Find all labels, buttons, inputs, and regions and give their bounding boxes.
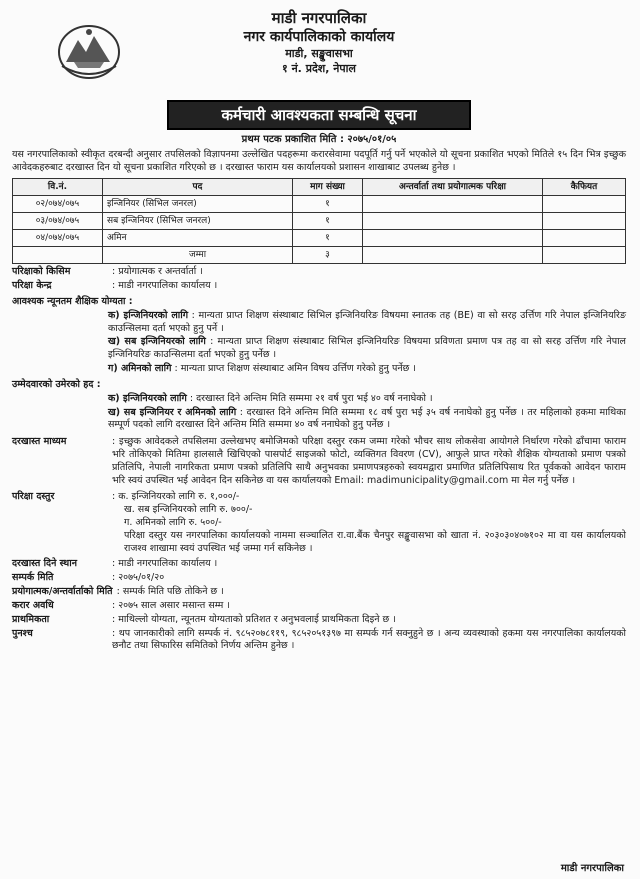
- cell-no: ०४/०७४/०७५: [13, 230, 103, 247]
- col-header-remarks: कैफियत: [543, 179, 626, 196]
- cell-count: १: [293, 196, 363, 213]
- exam-center: [12, 280, 626, 293]
- contract-period: [12, 600, 626, 613]
- cell-remarks: [543, 213, 626, 230]
- fee-label: परिक्षा दस्तुर: [12, 491, 55, 503]
- exam-type-label: परिक्षाको किसिम: [12, 266, 71, 278]
- contact-date-value: : २०७५/०१/२०: [112, 572, 165, 584]
- qualification-item: [12, 336, 626, 362]
- total-label: जम्मा: [103, 247, 293, 264]
- header: [12, 8, 626, 100]
- exam-type: [12, 266, 626, 279]
- contact-date-label: सम्पर्क मिति: [12, 572, 54, 584]
- item-text: : मान्यता प्राप्त शिक्षण संस्थाबाट अमिन विषय उर्त्तिण गरेको हुनु पर्नेछ ।: [174, 363, 416, 375]
- priority-value: : माथिल्लो योग्यता, न्यूनतम योग्यताको प्रतिशत र अनुभवलाई प्राथमिकता दिइने छ ।: [112, 613, 396, 625]
- qualification-item: [12, 363, 626, 376]
- interview-date-value: : सम्पर्क मिति पछि तोकिने छ ।: [116, 586, 224, 598]
- vacancy-table: [12, 178, 626, 264]
- cell-no: ०३/०७४/०७५: [13, 213, 103, 230]
- fee-details: [112, 491, 626, 555]
- cell-exam: [363, 230, 543, 247]
- cell-exam: [363, 196, 543, 213]
- cell-empty: [543, 247, 626, 264]
- submit-place-label: दरखास्त दिने स्थान: [12, 558, 77, 570]
- table-row: [13, 196, 626, 213]
- qualification-heading: आवश्यक न्यूनतम शैक्षिक योग्यता :: [12, 296, 133, 307]
- postscript: [12, 628, 626, 654]
- interview-date-label: प्रयोगात्मक/अन्तर्वार्ताको मिति: [12, 586, 113, 598]
- item-text: : दरखास्त दिने अन्तिम मिति सम्ममा १८ वर्ष पुरा भई ३५ वर्ष ननाघेको हुनु पर्नेछ । तर महिलाको हकमा माथिका सम्पूर्ण पदको लागि दरखास्त दिने अन्तिम मिति सम्ममा ४० वर्ष ननाघेको हुनु पर्नेछ ।: [108, 406, 626, 431]
- municipality-name: माडी नगरपालिका: [271, 9, 367, 27]
- cell-count: १: [293, 230, 363, 247]
- cell-no: ०२/०७४/०७५: [13, 196, 103, 213]
- signature: माडी नगरपालिका: [560, 862, 624, 874]
- qualification-item: [12, 310, 626, 336]
- cell-remarks: [543, 230, 626, 247]
- cell-count: १: [293, 213, 363, 230]
- age-item: [12, 393, 626, 406]
- application-label: दरखास्त माध्यम: [12, 436, 67, 448]
- exam-center-value: : माडी नगरपालिका कार्यालय ।: [112, 280, 218, 292]
- contact-date: [12, 572, 626, 585]
- postscript-label: पुनश्च: [12, 627, 33, 639]
- cell-empty: [13, 247, 103, 264]
- item-head: ख) सब इन्जिनियर र अमिनको लागि: [108, 406, 237, 418]
- province: १ नं. प्रदेश, नेपाल: [282, 61, 356, 75]
- submit-place-value: : माडी नगरपालिका कार्यालय ।: [112, 558, 218, 570]
- contract-label: करार अवधि: [12, 599, 54, 611]
- col-header-no: वि.नं.: [13, 179, 103, 196]
- cell-post: सब इन्जिनियर (सिभिल जनरल): [103, 213, 293, 230]
- col-header-count: माग संख्या: [293, 179, 363, 196]
- item-text: : मान्यता प्राप्त शिक्षण संस्थाबाट सिभिल इन्जिनियरिङ विषयमा स्नातक तह (BE) वा सो सरह उर्त्तिण गरि नेपाल इन्जिनियरिङ काउन्सिलमा दर्ता भएको हुनु पर्ने ।: [108, 309, 626, 334]
- exam-center-label: परिक्षा केन्द्र: [12, 280, 52, 292]
- table-row: [13, 230, 626, 247]
- postscript-value: : थप जानकारीको लागि सम्पर्क नं. ९८५२०७८११९, ९८५२०५१३९७ मा सम्पर्क गर्न सक्नुहुने छ । अन्य व्यवस्थाको हकमा यस नगरपालिका कार्यालयको छनौट तथा सिफारिस समितिको निर्णय अन्तिम हुनेछ ।: [112, 627, 626, 652]
- fee-line: : क. इन्जिनियरको लागि रु. १,०००/-: [112, 491, 240, 503]
- item-head: क) इन्जिनियरको लागि: [108, 392, 187, 404]
- table-row: [13, 213, 626, 230]
- fee-line: ग. अमिनको लागि रु. ५००/-: [124, 517, 222, 528]
- office-location: माडी, सङ्खुवासभा: [285, 47, 353, 61]
- submit-place: [12, 558, 626, 571]
- fee-note: परिक्षा दस्तुर यस नगरपालिका कार्यालयको नाममा सञ्चालित रा.वा.बैंक चैनपुर सङ्खुवासभा को खाता नं. २०३०३०४०७१०२ मा वा यस कार्यालयको राजश्व शाखामा स्वयं उपस्थित भई जम्मा गर्न सकिनेछ ।: [124, 529, 626, 554]
- cell-empty: [363, 247, 543, 264]
- item-head: ग) अमिनको लागि: [108, 363, 172, 375]
- table-header-row: [13, 179, 626, 196]
- office-name: नगर कार्यपालिकाको कार्यालय: [243, 29, 395, 46]
- exam-type-value: : प्रयोगात्मक र अन्तर्वार्ता ।: [112, 266, 203, 278]
- age-heading: उम्मेदवारको उमेरको हद :: [12, 378, 101, 390]
- intro-paragraph: यस नगरपालिकाको स्वीकृत दरबन्दी अनुसार तपसिलको विज्ञापनमा उल्लेखित पदहरूमा करारसेवामा पदपूर्ति गर्नु पर्ने भएकोले यो सूचना प्रकाशित भएको मितिले १५ दिन भित्र इच्छुक आवेदकहरुबाट दरखास्त दिन यो सूचना प्रकाशित गरिएको छ । दरखास्त फाराम यस कार्यालयको प्रशासन शाखाबाट उपलब्ध हुनेछ ।: [12, 148, 626, 173]
- item-head: क) इन्जिनियरको लागि: [108, 309, 189, 321]
- notice-title: कर्मचारी आवश्यकता सम्बन्धि सूचना: [167, 100, 471, 130]
- cell-post: इन्जिनियर (सिभिल जनरल): [103, 196, 293, 213]
- table-total-row: [13, 247, 626, 264]
- nepal-emblem-icon: [52, 22, 126, 80]
- cell-exam: [363, 213, 543, 230]
- priority-label: प्राथमिकता: [12, 613, 50, 625]
- item-text: : मान्यता प्राप्त शिक्षण संस्थाबाट सिभिल इन्जिनियरिङ विषयमा प्रविणता प्रमाण पत्र तह वा सो सरह उर्त्तिण गरि नेपाल इन्जिनियरिङ काउन्सिलमा दर्ता भएको हुनु पर्नेछ ।: [108, 336, 626, 361]
- fee-line: ख. सब इन्जिनियरको लागि रु. ७००/-: [124, 504, 253, 516]
- total-value: ३: [293, 247, 363, 264]
- priority: [12, 614, 626, 627]
- publish-date: प्रथम पटक प्रकाशित मिति : २०७५/०१/०५: [241, 134, 397, 146]
- col-header-post: पद: [103, 179, 293, 196]
- exam-fee: [12, 491, 626, 555]
- cell-post: अमिन: [103, 230, 293, 247]
- item-head: ख) सब इन्जिनियरको लागि: [108, 336, 206, 348]
- contract-value: : २०७५ साल असार मसान्त सम्म ।: [112, 599, 230, 611]
- application-value: : इच्छुक आवेदकले तपसिलमा उल्लेखभए बमोजिमको परिक्षा दस्तुर रकम जम्मा गरेको भौचर साथ लोकसेवा आयोगले निर्धारण गरेको ढाँचामा फाराम भरि तोकिएको मितिमा हालसालै खिचिएको पासपोर्ट साइजको फोटो, व्यक्तिगत विवरण (CV), आफुले प्राप्त गरेको शैक्षिक योग्यताको प्रमाण पत्रको प्रतिलिपि, नेपाली नागरिकता प्रमाण पत्रको प्रतिलिपि साथै अनुभवका प्रमाणपत्रहरुको स्वयमद्वारा प्रमाणित प्रतिलिपिसाथ रित पूर्वकको आवेदन फाराम भरि स्वयं उपस्थित भई आवेदन दिन सकिनेछ वा यस कार्यालयको Email: madimunicipality@gmail.com मा मेल गर्नु पर्नेछ ।: [112, 436, 626, 486]
- age-item: [12, 407, 626, 433]
- col-header-exam: अन्तर्वार्ता तथा प्रयोगात्मक परिक्षा: [363, 179, 543, 196]
- application-method: [12, 436, 626, 487]
- interview-date: [12, 586, 626, 599]
- cell-remarks: [543, 196, 626, 213]
- item-text: : दरखास्त दिने अन्तिम मिति सम्ममा २१ वर्ष पुरा भई ४० वर्ष ननाघेको ।: [189, 392, 433, 404]
